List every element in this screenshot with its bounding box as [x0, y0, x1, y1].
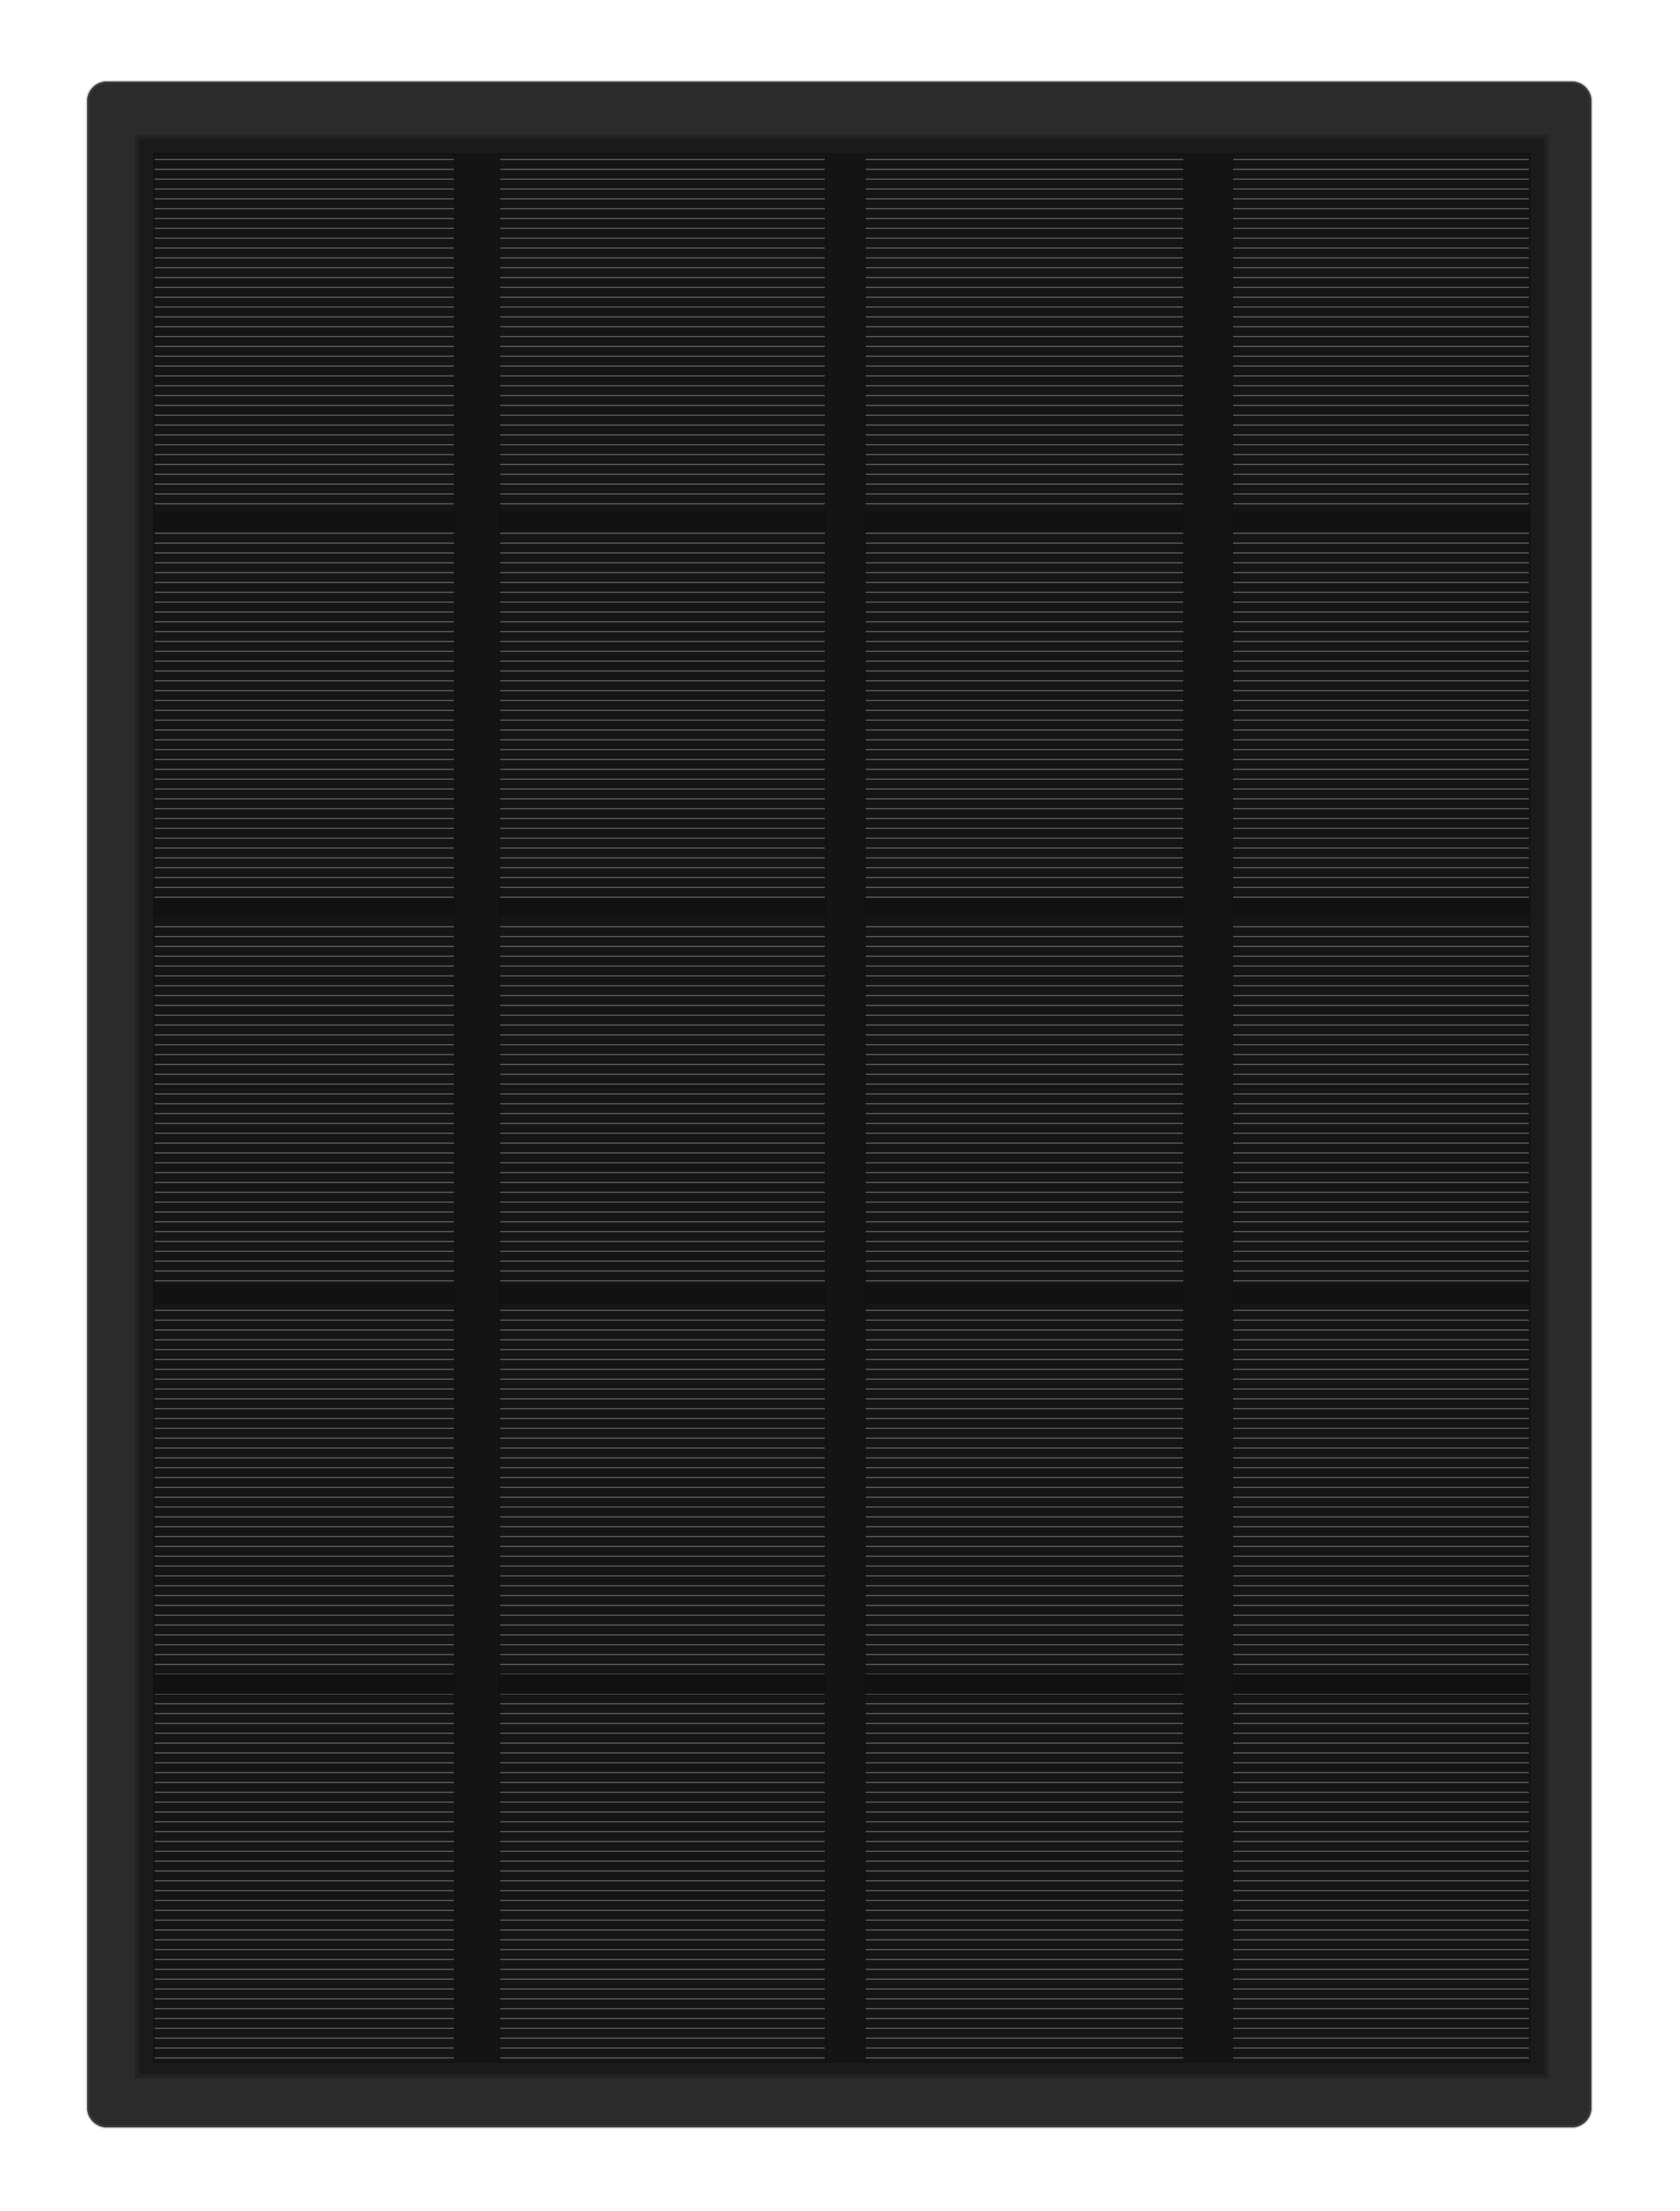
mesh-row-divider [1232, 1674, 1530, 1694]
mesh-row-divider [1232, 898, 1530, 918]
mesh-row-divider [499, 898, 826, 918]
mesh-row-divider [153, 898, 455, 918]
mesh-row-divider [1232, 511, 1530, 531]
mesh-row-divider [1232, 1284, 1530, 1304]
mesh-row-divider [864, 898, 1185, 918]
mesh-row-divider [153, 511, 455, 531]
mesh-row-divider [153, 1674, 455, 1694]
mesh-row-divider [499, 1284, 826, 1304]
mesh-row-divider [153, 1284, 455, 1304]
mesh-row-divider [499, 1674, 826, 1694]
mesh-column-3 [864, 153, 1185, 2063]
mesh-row-divider [864, 1674, 1185, 1694]
mesh-column-2 [499, 153, 826, 2063]
mesh-column-4 [1232, 153, 1530, 2063]
filter-mesh [153, 153, 1530, 2063]
mesh-column-1 [153, 153, 455, 2063]
mesh-row-divider [499, 511, 826, 531]
mesh-row-divider [864, 1284, 1185, 1304]
mesh-row-divider [864, 511, 1185, 531]
